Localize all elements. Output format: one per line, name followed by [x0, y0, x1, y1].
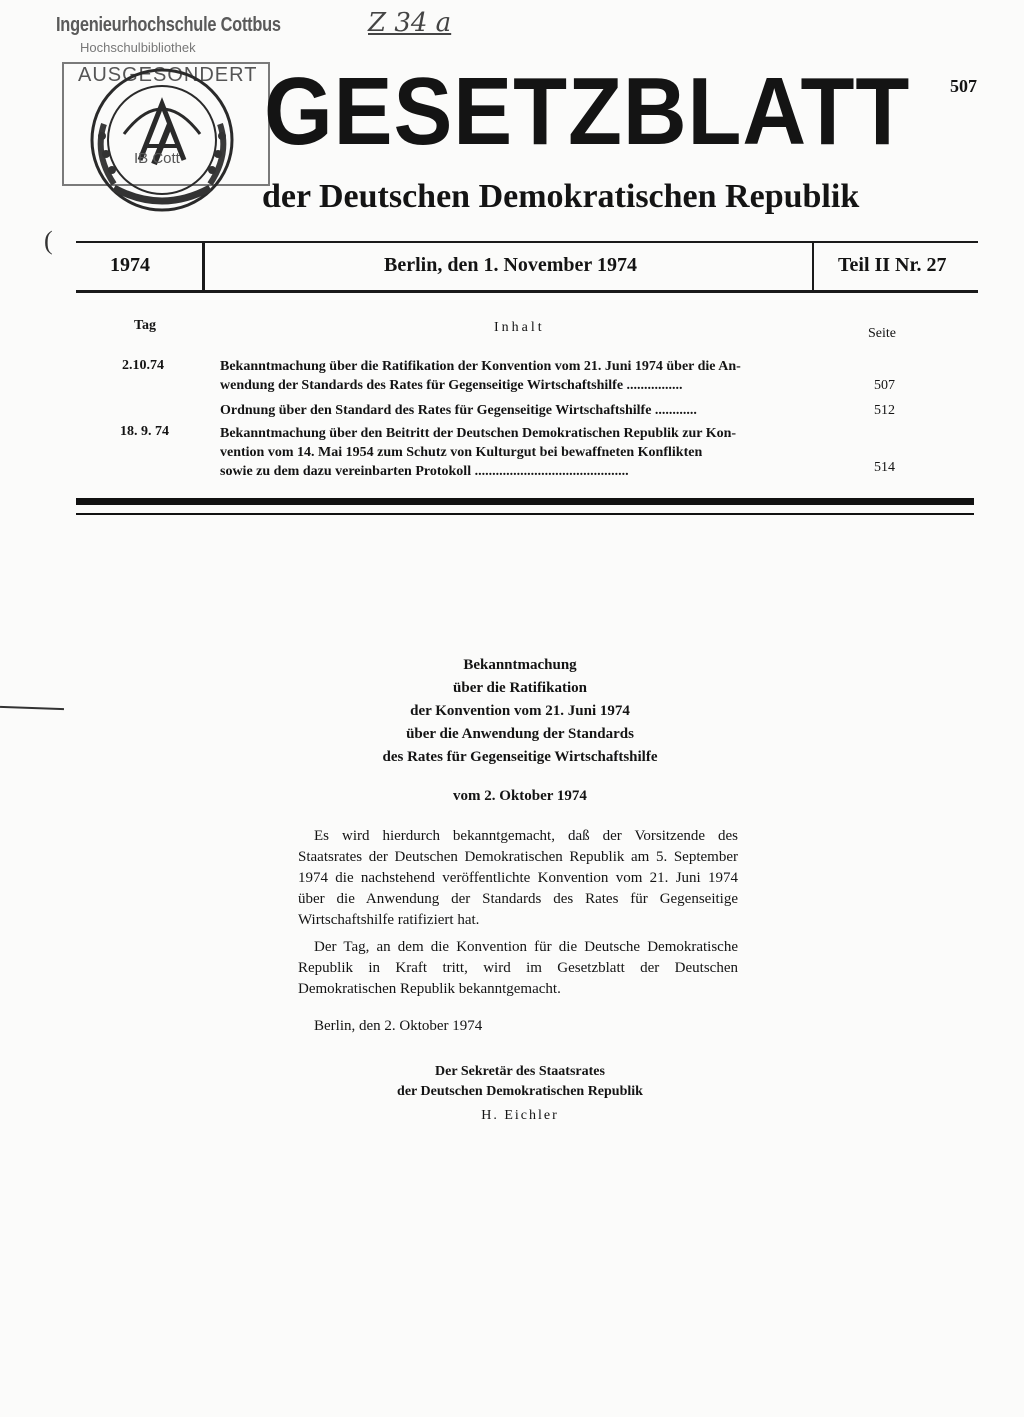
toc-entry-date: 18. 9. 74 [120, 424, 169, 439]
toc-bottom-rule-thin [76, 513, 974, 515]
library-stamp-line1: Ingenieurhochschule Cottbus [56, 14, 281, 36]
gazette-title: GESETZBLATT [264, 58, 911, 165]
toc-entry-title: Bekanntmachung über den Beitritt der Deutschen Demokratischen Republik zur Kon- vention vom 14. Mai 1954 zum Schutz von Kulturgut bei bewaffneten Konflikten sowie zu dem dazu vereinbarten Protokoll ............................................ [220, 426, 737, 479]
issue-year: 1974 [110, 254, 150, 276]
discard-stamp-label: AUSGESONDERT [78, 64, 258, 86]
toc-header-page: Seite [868, 326, 896, 341]
issue-part-number: Teil II Nr. 27 [838, 254, 947, 276]
signatory-title: Der Sekretär des Staatsrates [435, 1064, 605, 1079]
toc-entry-title: Ordnung über den Standard des Rates für Gegenseitige Wirtschaftshilfe ............ [220, 403, 697, 418]
toc-entry-title: Bekanntmachung über die Ratifikation der Konvention vom 21. Juni 1974 über die An- wendung der Standards des Rates für Gegenseitige Wirtschaftshilfe ................ [220, 359, 741, 393]
signatory-title: der Deutschen Demokratischen Republik [397, 1084, 643, 1099]
place-and-date: Berlin, den 2. Oktober 1974 [314, 1018, 483, 1034]
issue-bar-divider [812, 243, 814, 290]
toc-entry-page: 507 [874, 378, 895, 393]
signatory-name: H. Eichler [481, 1108, 559, 1123]
library-stamp-line2: Hochschulbibliothek [80, 40, 196, 55]
issue-date: Berlin, den 1. November 1974 [384, 254, 637, 276]
toc-entry-page: 512 [874, 403, 895, 418]
issue-bar-bottom-rule [76, 290, 978, 293]
toc-entry-date: 2.10.74 [122, 358, 164, 373]
announcement-date: vom 2. Oktober 1974 [453, 788, 587, 804]
page-number: 507 [950, 76, 977, 96]
margin-mark: ( [44, 226, 53, 255]
announcement-paragraph: Der Tag, an dem die Konvention für die Deutsche Demokratische Republik in Kraft tritt, wird im Gesetzblatt der Deutschen Demokratischen Republik bekanntgemacht. [298, 939, 738, 997]
gazette-subtitle: der Deutschen Demokratischen Republik [262, 178, 860, 215]
toc-entry-page: 514 [874, 460, 895, 475]
issue-bar-top-rule [76, 241, 978, 243]
announcement-title: Bekanntmachung über die Ratifikation der Konvention vom 21. Juni 1974 über die Anwendung der Standards des Rates für Gegenseitige Wirtschaftshilfe [382, 657, 658, 765]
round-stamp-text: IB Cott [134, 150, 180, 167]
announcement-paragraph: Es wird hierdurch bekanntgemacht, daß der Vorsitzende des Staatsrates der Deutschen Demokratischen Republik am 5. September 1974 die nachstehend veröffentlichte Konvention vom 21. Juni 1974 über die Anwendung der Standards des Rates für Gegenseitige Wirtschaftshilfe ratifiziert hat. [298, 828, 738, 928]
toc-header-content: Inhalt [494, 320, 545, 335]
issue-bar-divider [202, 243, 205, 290]
toc-bottom-rule-thick [76, 498, 974, 505]
toc-header-day: Tag [134, 318, 157, 333]
margin-line-mark [0, 706, 64, 710]
handwritten-shelfmark: Z 34 a [368, 8, 452, 38]
state-emblem-icon [84, 64, 240, 214]
